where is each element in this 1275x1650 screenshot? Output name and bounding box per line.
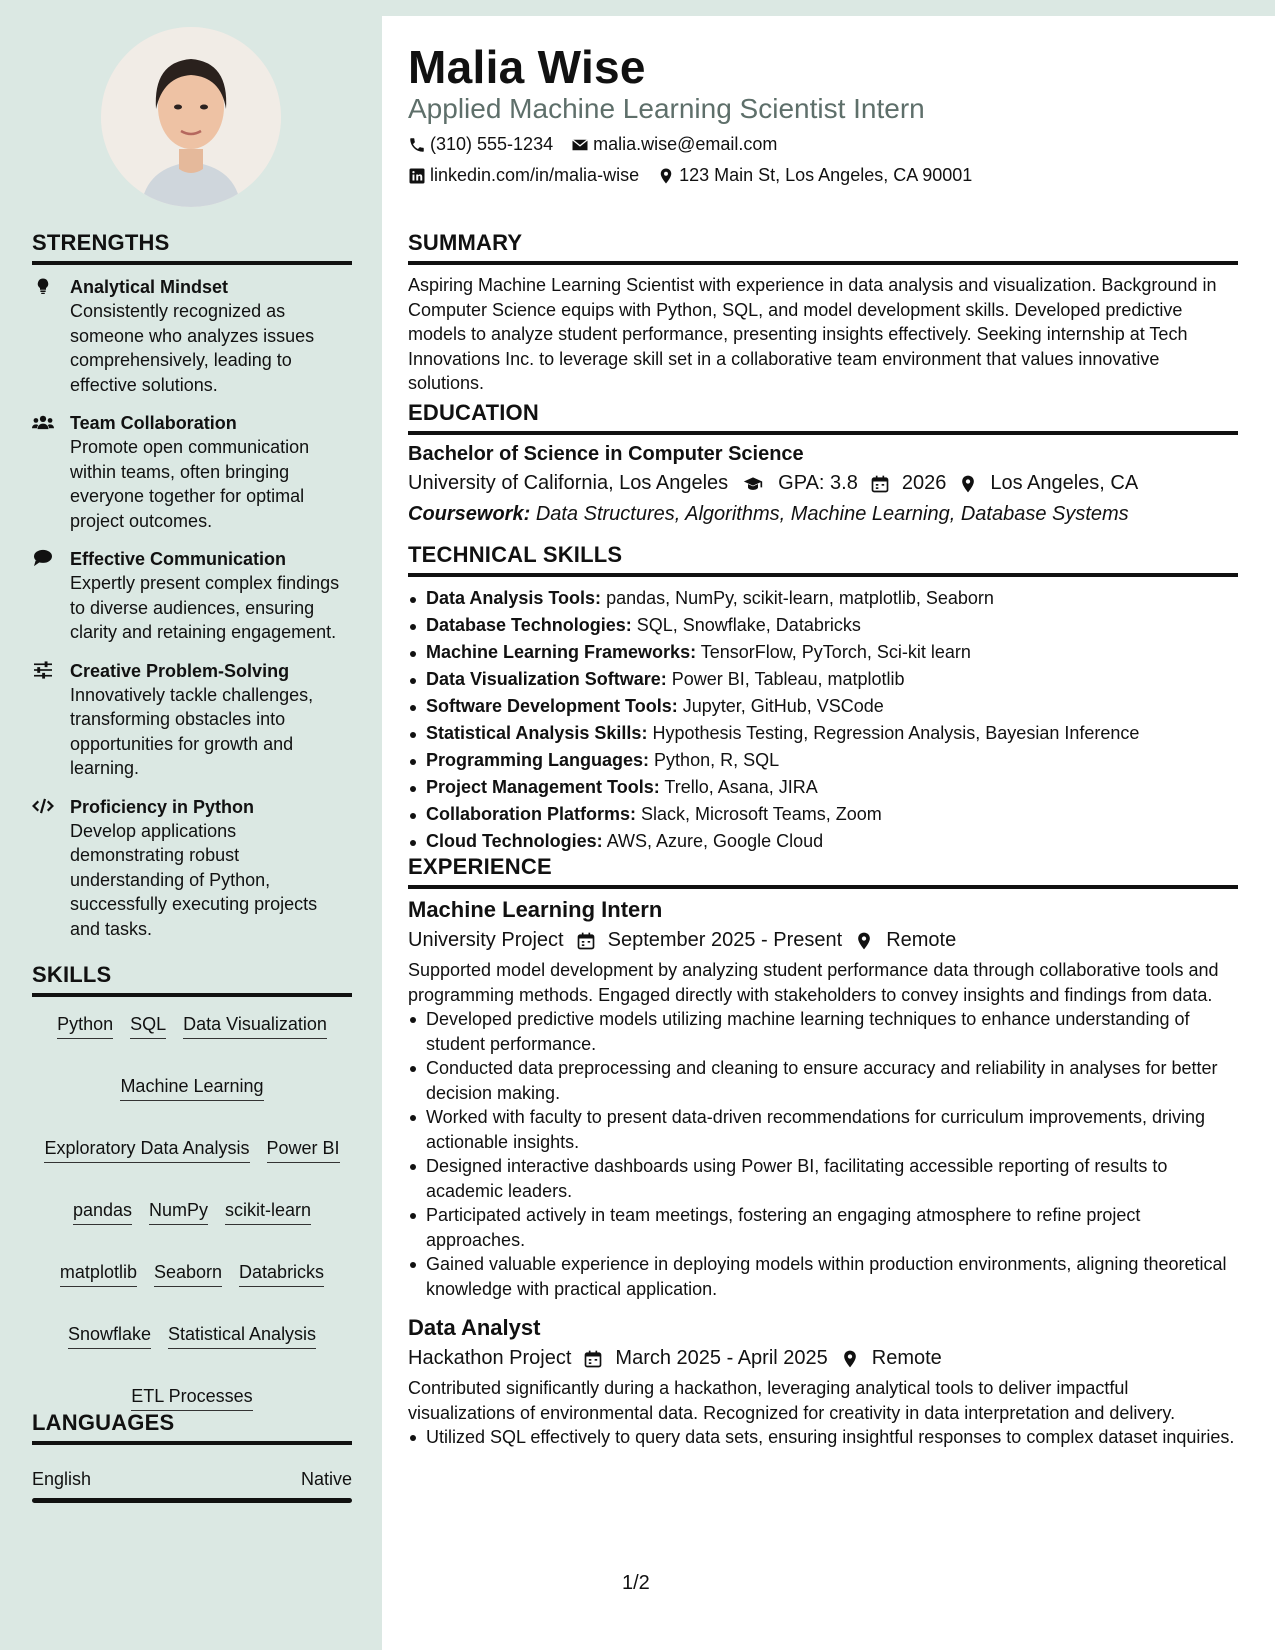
job-bullet: Utilized SQL effectively to query data sets, ensuring insightful responses to complex dataset inquiries.: [408, 1425, 1238, 1450]
job-organization: Hackathon Project: [408, 1347, 572, 1369]
skill-chip: Exploratory Data Analysis: [44, 1137, 249, 1163]
job-description: Supported model development by analyzing student performance data through collaborative tools and programming methods. Engaged directly with stakeholders to convey insights and findings from data.: [408, 960, 1219, 1005]
strength-title: Proficiency in Python: [70, 796, 255, 817]
strength-description: Promote open communication within teams, often bringing everyone together for optimal project outcomes.: [70, 437, 310, 531]
map-pin-icon: [854, 931, 874, 951]
technical-skill-label: Database Technologies:: [426, 615, 632, 635]
technical-skill-value: SQL, Snowflake, Databricks: [636, 615, 861, 635]
technical-skills-list: [408, 585, 1238, 855]
technical-skill-label: Data Analysis Tools:: [426, 588, 602, 608]
email-text[interactable]: malia.wise@email.com: [593, 134, 778, 154]
language-name: English: [32, 1469, 92, 1489]
experience-heading: EXPERIENCE: [408, 854, 1238, 889]
job-bullet: Developed predictive models utilizing machine learning techniques to enhance understanding of student performance.: [408, 1007, 1238, 1056]
contact-line-1: [408, 134, 777, 155]
job-title: Machine Learning Intern: [408, 897, 663, 922]
job-organization: University Project: [408, 929, 564, 951]
education-location: Los Angeles, CA: [990, 472, 1139, 494]
technical-skill-item: [408, 828, 1238, 855]
skills-heading: SKILLS: [32, 962, 352, 997]
summary-section: [408, 230, 1238, 396]
profile-photo: [101, 27, 281, 207]
strengths-heading: STRENGTHS: [32, 230, 352, 265]
calendar-icon: [576, 931, 596, 951]
job-description: Contributed significantly during a hackathon, leveraging analytical tools to deliver impactful visualizations of environmental data. Recognized for creativity in data interpretation and delivery.: [408, 1378, 1176, 1423]
skill-chip: Machine Learning: [120, 1075, 263, 1101]
job-title: Data Analyst: [408, 1315, 541, 1340]
strength-item: [32, 547, 352, 645]
comment-icon: [32, 547, 70, 645]
job-entry: [408, 1315, 1238, 1450]
address-contact: [657, 165, 972, 186]
skills-chips: [32, 1007, 352, 1411]
job-meta: [408, 929, 1238, 952]
code-icon: [32, 795, 70, 942]
technical-skill-item: [408, 639, 1238, 666]
strength-title: Team Collaboration: [70, 413, 237, 433]
skill-chip: Seaborn: [154, 1261, 222, 1287]
jobs-list: [408, 897, 1238, 1450]
linkedin-icon: [408, 167, 426, 185]
job-bullets: [408, 1425, 1238, 1450]
strengths-section: [32, 230, 352, 955]
job-meta: [408, 1347, 1238, 1370]
technical-skill-value: Power BI, Tableau, matplotlib: [671, 669, 905, 689]
phone-contact: [408, 134, 553, 155]
technical-skill-value: Slack, Microsoft Teams, Zoom: [641, 804, 882, 824]
job-entry: [408, 897, 1238, 1301]
phone-icon: [408, 136, 426, 154]
strength-text: [70, 795, 352, 942]
contact-line-2: [408, 165, 972, 186]
strength-item: [32, 795, 352, 942]
language-level: Native: [300, 1469, 352, 1489]
strength-title: Creative Problem-Solving: [70, 660, 290, 681]
graduation-year: 2026: [901, 472, 947, 494]
calendar-icon: [583, 1349, 603, 1369]
skill-chip: matplotlib: [60, 1261, 137, 1287]
summary-heading: SUMMARY: [408, 230, 1238, 265]
technical-skill-label: Machine Learning Frameworks:: [426, 642, 697, 662]
job-bullet: Participated actively in team meetings, fostering an engaging atmosphere to refine project approaches.: [408, 1203, 1238, 1252]
degree: Bachelor of Science in Computer Science: [408, 443, 804, 465]
skill-chip: ETL Processes: [131, 1385, 252, 1411]
strength-title: Effective Communication: [70, 549, 287, 569]
technical-skill-value: TensorFlow, PyTorch, Sci-kit learn: [700, 642, 971, 662]
skill-chip: Statistical Analysis: [168, 1323, 316, 1349]
education-meta: [408, 472, 1238, 495]
strength-description: Expertly present complex findings to diverse audiences, ensuring clarity and retaining engagement.: [70, 573, 340, 642]
candidate-name: Malia Wise: [408, 41, 646, 93]
map-pin-icon: [958, 474, 978, 494]
map-pin-icon: [840, 1349, 860, 1369]
technical-skill-value: Python, R, SQL: [654, 750, 780, 770]
job-bullet: Designed interactive dashboards using Power BI, facilitating accessible reporting of results to academic leaders.: [408, 1154, 1238, 1203]
skill-chip: pandas: [73, 1199, 132, 1225]
skill-chip: Data Visualization: [183, 1013, 327, 1039]
job-bullet: Gained valuable experience in deploying models within production environments, aligning theoretical knowledge with practical application.: [408, 1252, 1238, 1301]
education-heading: EDUCATION: [408, 400, 1238, 435]
technical-skill-label: Cloud Technologies:: [426, 831, 603, 851]
technical-skill-label: Data Visualization Software:: [426, 669, 667, 689]
job-dates: September 2025 - Present: [607, 929, 843, 951]
technical-skills-heading: TECHNICAL SKILLS: [408, 542, 1238, 577]
school-name: University of California, Los Angeles: [408, 472, 729, 494]
strength-text: [70, 547, 352, 645]
map-pin-icon: [657, 167, 675, 185]
coursework-text: Data Structures, Algorithms, Machine Learning, Database Systems: [535, 503, 1129, 525]
technical-skill-value: pandas, NumPy, scikit-learn, matplotlib, Seaborn: [606, 588, 994, 608]
graduation-cap-icon: [740, 474, 766, 494]
skills-section: [32, 962, 352, 1411]
strength-description: Innovatively tackle challenges, transforming obstacles into opportunities for growth and learning.: [70, 684, 314, 778]
summary-text: Aspiring Machine Learning Scientist with experience in data analysis and visualization. Background in Computer Science equips with Python, SQL, and model development skills. Developed predictive models to analyze student performance, presenting insights effectively. Seeking internship at Tech Innovations Inc. to leverage skill set in a collaborative team environment that values innovative solutions.: [408, 275, 1217, 393]
language-row: [32, 1455, 352, 1498]
strength-title: Analytical Mindset: [70, 277, 229, 297]
technical-skill-label: Programming Languages:: [426, 750, 650, 770]
languages-heading: LANGUAGES: [32, 1410, 352, 1445]
language-proficiency-bar: [32, 1498, 352, 1503]
strength-description: Develop applications demonstrating robust understanding of Python, successfully executing projects and tasks.: [70, 820, 318, 939]
technical-skill-item: [408, 693, 1238, 720]
technical-skill-label: Software Development Tools:: [426, 696, 678, 716]
experience-section: [408, 854, 1238, 1450]
technical-skill-item: [408, 774, 1238, 801]
page-number: 1/2: [622, 1572, 650, 1594]
lightbulb-icon: [32, 275, 70, 397]
linkedin-contact[interactable]: [408, 165, 639, 186]
technical-skill-item: [408, 666, 1238, 693]
skill-chip: Databricks: [239, 1261, 324, 1287]
users-icon: [32, 411, 70, 533]
technical-skill-label: Collaboration Platforms:: [426, 804, 637, 824]
coursework: [408, 503, 1238, 526]
skill-chip: Power BI: [267, 1137, 340, 1163]
job-bullets: [408, 1007, 1238, 1301]
address-text: 123 Main St, Los Angeles, CA 90001: [679, 165, 973, 185]
coursework-label: Coursework:: [408, 503, 531, 525]
technical-skill-value: Hypothesis Testing, Regression Analysis, Bayesian Inference: [652, 723, 1140, 743]
job-bullet: Worked with faculty to present data-driven recommendations for curriculum improvements, driving actionable insights.: [408, 1105, 1238, 1154]
strength-description: Consistently recognized as someone who analyzes issues comprehensively, leading to effective solutions.: [70, 301, 315, 395]
technical-skill-value: AWS, Azure, Google Cloud: [606, 831, 824, 851]
calendar-icon: [870, 474, 890, 494]
education-section: [408, 400, 1238, 526]
skill-chip: Python: [57, 1013, 113, 1039]
sliders-icon: [32, 659, 70, 781]
email-contact[interactable]: [571, 134, 777, 155]
job-dates: March 2025 - April 2025: [615, 1347, 828, 1369]
technical-skill-value: Jupyter, GitHub, VSCode: [682, 696, 884, 716]
strength-text: [70, 411, 352, 533]
technical-skill-item: [408, 720, 1238, 747]
technical-skill-item: [408, 747, 1238, 774]
job-location: Remote: [886, 929, 957, 951]
technical-skills-section: [408, 542, 1238, 855]
technical-skill-item: [408, 801, 1238, 828]
strength-item: [32, 411, 352, 533]
linkedin-text[interactable]: linkedin.com/in/malia-wise: [430, 165, 640, 185]
skill-chip: scikit-learn: [225, 1199, 311, 1225]
technical-skill-item: [408, 585, 1238, 612]
skill-chip: SQL: [130, 1013, 166, 1039]
technical-skill-label: Statistical Analysis Skills:: [426, 723, 648, 743]
candidate-title: Applied Machine Learning Scientist Intern: [408, 93, 925, 124]
job-bullet: Conducted data preprocessing and cleaning to ensure accuracy and reliability in analyses for better decision making.: [408, 1056, 1238, 1105]
technical-skill-label: Project Management Tools:: [426, 777, 660, 797]
skill-chip: Snowflake: [68, 1323, 151, 1349]
strength-item: [32, 275, 352, 397]
languages-section: [32, 1410, 352, 1503]
envelope-icon: [571, 136, 589, 154]
phone-text: (310) 555-1234: [430, 134, 554, 154]
strength-item: [32, 659, 352, 781]
strength-text: [70, 659, 352, 781]
job-location: Remote: [871, 1347, 942, 1369]
technical-skill-value: Trello, Asana, JIRA: [664, 777, 818, 797]
strength-text: [70, 275, 352, 397]
technical-skill-item: [408, 612, 1238, 639]
skill-chip: NumPy: [149, 1199, 208, 1225]
gpa: GPA: 3.8: [778, 472, 858, 494]
strengths-list: [32, 275, 352, 941]
